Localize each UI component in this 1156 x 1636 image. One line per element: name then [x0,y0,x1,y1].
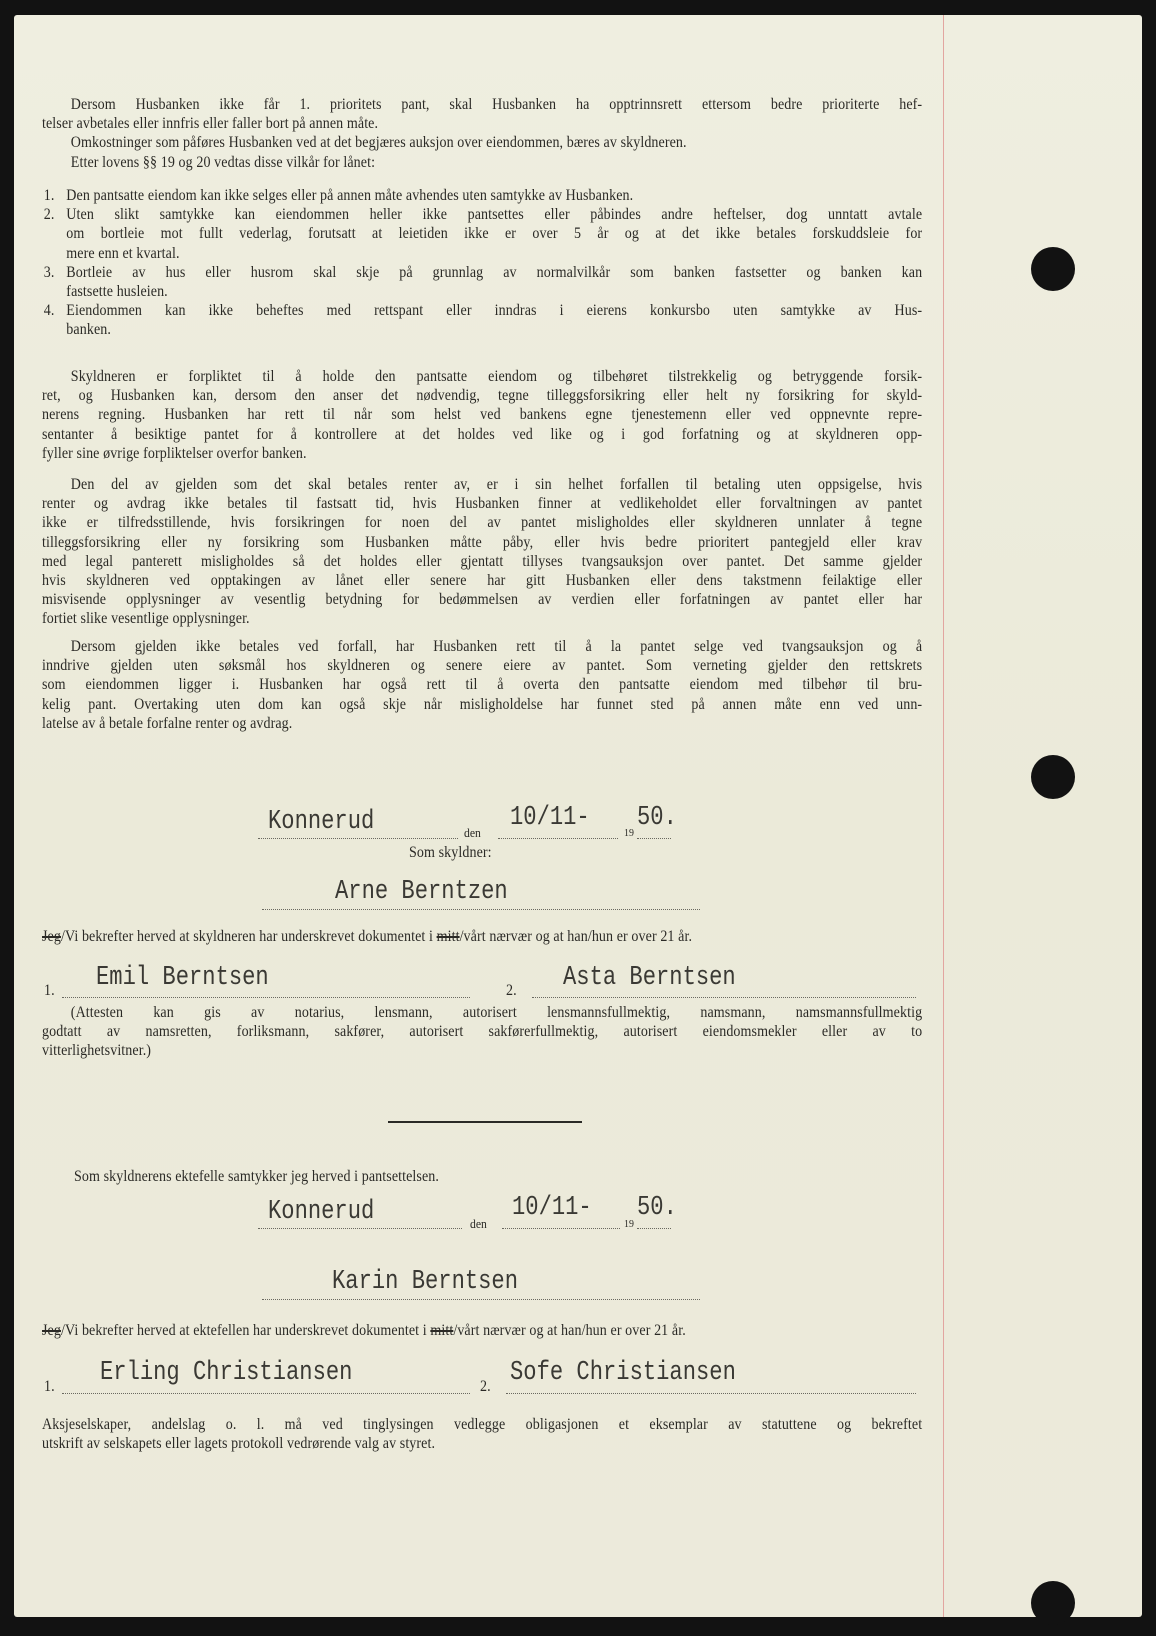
witness1-dotted-line [62,997,470,998]
margin-line [943,15,944,1617]
text-line: nerens regning. Husbanken har rett til når som helst ved bankens egne tjenestemenn eller ved oppnevnte repre- [42,406,923,424]
text-line: sentanter å besiktige pantet for å kontrollere at det holdes ved like og i god forfatning og at skyldneren opp- [42,425,923,443]
witness2-dotted-line [506,1393,916,1394]
text-line: ikke er tilfredsstillende, hvis forsikringen for noen del av pantet misligholdes eller skyldneren unnlater å tegne [42,514,923,532]
text-line: om bortleie mot fullt vederlag, forutsatt at leietiden ikke er over 5 år og at det ikke betales forskuddsleie for [66,225,923,243]
text-line: Skyldneren er forpliktet til å holde den pantsatte eiendom og tilbehøret tilstrekkelig og betryggende forsik- [70,368,923,385]
year-dotted-line [637,838,671,839]
text-line: som eiendommen ligger i. Husbanken har også rett til å overta den pantsatte eiendom med tilbehør til bru- [42,676,923,694]
text-line: ret, og Husbanken kan, dersom den anser det nødvendig, tegne tilleggsforsikring eller helt ny forsikring for skyld- [42,387,923,405]
condition-item [42,301,922,339]
witness-number: 1. [44,982,55,999]
witness1-signature: Erling Christiansen [100,1358,353,1388]
text-line: renter og avdrag ikke betales til fastsatt tid, hvis Husbanken finner at vedlikeholdet eller forvaltningen av pantet [42,495,923,513]
debtor-place: Konnerud [268,807,375,837]
place-dotted-line [258,838,458,839]
text-line: godtatt av namsretten, forliksmann, sakfører, autorisert sakførerfullmektig, autorisert eiendomsmekler eller av to [42,1023,923,1041]
witness2-signature: Asta Berntsen [563,963,736,993]
condition-number: 3. [43,263,55,281]
debtor-date: 10/11- [510,803,590,833]
condition-number: 1. [43,187,55,204]
text-line: mere enn et kvartal. [66,244,180,262]
punch-hole-icon [1031,1581,1075,1625]
text-line: Dersom gjelden ikke betales ved forfall, har Husbanken rett til å la pantet selge ved tvangsauksjon og å [70,638,923,655]
text-line: Dersom Husbanken ikke får 1. prioritets pant, skal Husbanken ha opptrinnsrett ettersom bedre prioriterte hef- [70,96,923,113]
text-line: fastsette husleien. [66,282,168,300]
text-line: Bortleie av hus eller husrom skal skje på grunnlag av normalvilkår som banken fastsetter og banken kan [66,263,923,281]
spouse-date: 10/11- [512,1193,592,1223]
place-dotted-line [258,1228,462,1229]
witness2-signature: Sofe Christiansen [510,1358,736,1388]
spouse-consent-text: Som skyldnerens ektefelle samtykker jeg herved i pantsettelsen. [74,1168,440,1185]
year-prefix: 19 [624,827,634,839]
witness1-signature: Emil Berntsen [96,963,269,993]
condition-item [42,263,922,301]
punch-hole-icon [1031,755,1075,799]
witness1-dotted-line [62,1393,470,1394]
witness2-dotted-line [532,997,916,998]
text-line: telser avbetales eller innfris eller faller bort på annen måte. [42,115,379,133]
text-line: Uten slikt samtykke kan eiendommen heller ikke pantsettes eller påbindes andre heftelser, dog unntatt avtale [66,206,923,224]
condition-item [42,186,922,205]
witness-number: 2. [480,1378,491,1395]
year-dotted-line [637,1228,671,1229]
attest-text: /vårt nærvær og at han/hun er over 21 år. [459,928,693,945]
debtor-signature: Arne Berntzen [335,877,508,907]
year-suffix: 50. [637,1193,677,1223]
text-line: Aksjeselskaper, andelslag o. l. må ved tinglysingen vedlegge obligasjonen et eksemplar av statuttene og bekreftet [42,1416,923,1433]
text-line: (Attesten kan gis av notarius, lensmann, autorisert lensmannsfullmektig, namsmann, namsmannsfullmektig [70,1004,923,1021]
struck-word: mitt [430,1322,454,1339]
section-divider [388,1121,582,1123]
punch-hole-icon [1031,247,1075,291]
text-line: Den del av gjelden som det skal betales renter av, er i sin helhet forfallen til betaling uten oppsigelse, hvis [70,476,923,493]
text-line: inndrive gjelden uten søksmål hos skyldneren og senere eiere av pantet. Som verneting gjelder den rettskrets [42,657,923,675]
witness-number: 2. [506,982,517,999]
date-dotted-line [502,1228,620,1229]
spouse-place: Konnerud [268,1197,375,1227]
text-line: Den pantsatte eiendom kan ikke selges eller på annen måte avhendes uten samtykke av Husbanken. [66,187,634,204]
witness-number: 1. [44,1378,55,1395]
year-suffix: 50. [637,803,677,833]
attest-text: /Vi bekrefter herved at ektefellen har underskrevet dokumentet i [60,1322,431,1339]
debtor-role-label: Som skyldner: [409,844,492,861]
text-line: hvis skyldneren ved opptakingen av lånet eller senere har gitt Husbanken eller dens takstmenn feilaktige eller [42,571,923,589]
text-line: kelig pant. Overtaking uten dom kan også skje når misligholdelse har funnet sted på annen måte enn ved unn- [42,695,923,713]
spouse-signature: Karin Berntsen [332,1267,519,1297]
text-line: vitterlighetsvitner.) [42,1042,152,1060]
spouse-attestation [42,1321,686,1340]
year-prefix: 19 [624,1218,634,1230]
attest-text: /vårt nærvær og at han/hun er over 21 år. [453,1322,686,1339]
text-line: Etter lovens §§ 19 og 20 vedtas disse vilkår for lånet: [70,153,376,171]
condition-item [42,205,922,263]
struck-word: Jeg [42,928,61,945]
struck-word: mitt [436,928,460,945]
text-line: latelse av å betale forfalne renter og avdrag. [42,714,293,732]
text-line: Eiendommen kan ikke beheftes med rettspant eller inndras i eierens konkursbo uten samtykke av Hus- [66,302,923,320]
debtor-attestation [42,927,692,946]
text-line: tilleggsforsikring eller ny forsikring som Husbanken måtte påby, eller hvis bedre prioritert pantegjeld eller krav [42,533,923,551]
document-page [14,15,1142,1617]
condition-number: 4. [43,302,55,320]
attest-text: /Vi bekrefter herved at skyldneren har underskrevet dokumentet i [60,928,437,945]
text-line: misvisende opplysninger av vesentlig betydning for bedømmelsen av verdien eller forfatningen av pantet eller har [42,591,923,609]
struck-word: Jeg [42,1322,61,1339]
text-line: Omkostninger som påføres Husbanken ved at det begjæres auksjon over eiendommen, bæres av skyldneren. [70,134,687,152]
text-line: fyller sine øvrige forpliktelser overfor banken. [42,444,307,462]
text-line: fortiet slike vesentlige opplysninger. [42,610,250,628]
text-line: utskrift av selskapets eller lagets protokoll vedrørende valg av styret. [42,1435,436,1453]
den-label: den [464,825,481,840]
signature-dotted-line [262,1299,700,1300]
den-label: den [470,1216,487,1231]
signature-dotted-line [262,909,700,910]
date-dotted-line [498,838,618,839]
text-line: banken. [66,321,111,339]
condition-number: 2. [43,206,55,224]
text-line: med legal panterett misligholdes så det holdes eller gjentatt tillyses tvangsauksjon over pantet. Det samme gjelder [42,552,923,570]
